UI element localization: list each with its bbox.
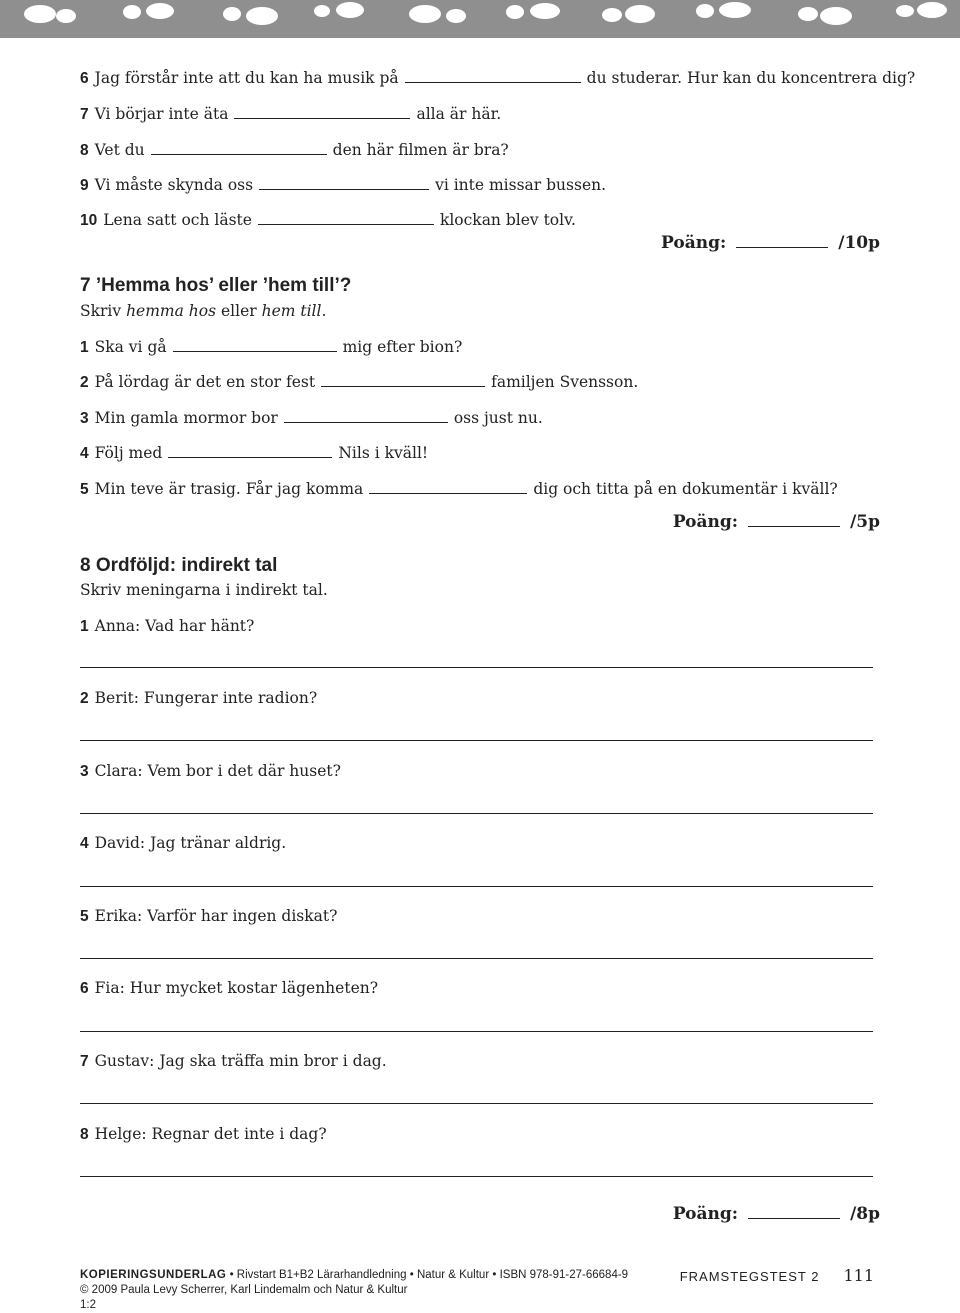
instr-text: eller	[216, 302, 262, 320]
fill-in-blank[interactable]	[258, 210, 434, 225]
item-text-after: alla är här.	[416, 105, 502, 123]
footer-section-name: FRAMSTEGSTEST 2	[679, 1269, 820, 1284]
score-blank[interactable]	[748, 1204, 840, 1219]
fill-in-blank[interactable]	[369, 479, 527, 494]
instr-emphasis: hemma hos	[126, 302, 217, 320]
prev-item-6	[80, 68, 915, 88]
item-text-after: dig och titta på en dokumentär i kväll?	[533, 480, 838, 498]
item-number: 10	[80, 212, 98, 229]
item-text-before: Lena satt och läste	[103, 211, 252, 229]
item-text: Berit: Fungerar inte radion?	[94, 689, 318, 707]
fill-in-blank[interactable]	[284, 408, 448, 423]
item-text: Fia: Hur mycket kostar lägenheten?	[94, 979, 379, 997]
item-number: 6	[80, 70, 89, 87]
score-label: Poäng:	[661, 233, 727, 253]
s7-item-3	[80, 408, 543, 428]
item-text-before: Vi måste skynda oss	[94, 176, 254, 194]
s8-item-2	[80, 689, 317, 708]
fill-in-blank[interactable]	[234, 104, 410, 119]
item-text: David: Jag tränar aldrig.	[94, 834, 287, 852]
item-text-after: Nils i kväll!	[338, 444, 429, 462]
item-text-after: mig efter bion?	[342, 338, 463, 356]
s7-item-4	[80, 443, 428, 463]
score-blank[interactable]	[748, 512, 840, 527]
item-number: 1	[80, 618, 89, 635]
item-text-after: du studerar. Hur kan du koncentrera dig?	[586, 69, 916, 87]
fill-in-blank[interactable]	[151, 140, 327, 155]
section-7-instruction	[80, 302, 326, 320]
s7-item-1	[80, 337, 462, 357]
item-number: 2	[80, 374, 89, 391]
item-number: 5	[80, 481, 89, 498]
s8-item-5	[80, 907, 337, 926]
s8-item-4	[80, 834, 286, 853]
item-number: 6	[80, 980, 89, 997]
item-text: Anna: Vad har hänt?	[94, 617, 255, 635]
item-number: 4	[80, 835, 89, 852]
answer-line-6[interactable]	[80, 1031, 873, 1032]
s8-item-8	[80, 1125, 327, 1144]
score-blank[interactable]	[736, 233, 828, 248]
item-number: 5	[80, 908, 89, 925]
answer-line-2[interactable]	[80, 740, 873, 741]
score-label: Poäng:	[672, 1204, 739, 1224]
item-number: 7	[80, 1053, 89, 1070]
s8-item-3	[80, 762, 341, 781]
s7-item-5	[80, 479, 838, 499]
item-text: Clara: Vem bor i det där huset?	[94, 762, 341, 780]
answer-line-1[interactable]	[80, 667, 873, 668]
footprints-pattern	[0, 0, 960, 38]
page-number: 111	[843, 1266, 874, 1285]
instr-emphasis: hem till	[261, 302, 322, 320]
score-line-section-7	[673, 512, 880, 532]
item-text-after: oss just nu.	[453, 409, 543, 427]
fill-in-blank[interactable]	[173, 337, 337, 352]
item-text: Gustav: Jag ska träffa min bror i dag.	[94, 1052, 387, 1070]
score-line-prev	[661, 233, 880, 253]
item-text-after: klockan blev tolv.	[439, 211, 576, 229]
item-number: 3	[80, 410, 89, 427]
s8-item-6	[80, 979, 378, 998]
footer-line-1	[80, 1268, 628, 1283]
prev-item-9	[80, 175, 606, 195]
item-number: 3	[80, 763, 89, 780]
score-line-section-8	[673, 1204, 880, 1224]
item-number: 8	[80, 1126, 89, 1143]
score-label: Poäng:	[672, 512, 739, 532]
answer-line-4[interactable]	[80, 886, 873, 887]
item-number: 4	[80, 445, 89, 462]
fill-in-blank[interactable]	[321, 372, 485, 387]
item-text-before: Vi börjar inte äta	[94, 105, 229, 123]
answer-line-3[interactable]	[80, 813, 873, 814]
item-text-before: Min gamla mormor bor	[94, 409, 278, 427]
item-text: Helge: Regnar det inte i dag?	[94, 1125, 327, 1143]
prev-item-8	[80, 140, 509, 160]
section-8-instruction: Skriv meningarna i indirekt tal.	[80, 581, 328, 599]
item-number: 7	[80, 106, 89, 123]
fill-in-blank[interactable]	[259, 175, 429, 190]
item-number: 8	[80, 142, 89, 159]
section-7-title: 7 ’Hemma hos’ eller ’hem till’?	[80, 275, 352, 296]
footer-copyright: © 2009 Paula Levy Scherrer, Karl Lindemalm och Natur & Kultur	[80, 1284, 408, 1296]
fill-in-blank[interactable]	[405, 68, 581, 83]
score-max: /8p	[850, 1204, 880, 1224]
item-number: 2	[80, 690, 89, 707]
score-max: /10p	[838, 233, 880, 253]
footer-label: KOPIERINGSUNDERLAG	[80, 1269, 227, 1281]
footer-right	[680, 1266, 874, 1285]
item-number: 9	[80, 177, 89, 194]
answer-line-8[interactable]	[80, 1176, 873, 1177]
section-8-title: 8 Ordföljd: indirekt tal	[80, 555, 278, 576]
prev-item-10	[80, 210, 576, 230]
footer	[80, 1268, 628, 1313]
item-text-after: vi inte missar bussen.	[435, 176, 607, 194]
item-text-before: Vet du	[94, 141, 145, 159]
s7-item-2	[80, 372, 638, 392]
item-text-before: Jag förstår inte att du kan ha musik på	[94, 69, 399, 87]
item-text-after: den här filmen är bra?	[332, 141, 509, 159]
item-text-before: Följ med	[94, 444, 163, 462]
answer-line-5[interactable]	[80, 958, 873, 959]
item-text-after: familjen Svensson.	[491, 373, 639, 391]
footer-publication: • Rivstart B1+B2 Lärarhandledning • Natur & Kultur • ISBN 978-91-27-66684-9	[226, 1269, 629, 1281]
item-number: 1	[80, 339, 89, 356]
s8-item-1	[80, 617, 254, 636]
prev-item-7	[80, 104, 501, 124]
score-max: /5p	[850, 512, 880, 532]
item-text-before: På lördag är det en stor fest	[94, 373, 316, 391]
item-text: Erika: Varför har ingen diskat?	[94, 907, 338, 925]
fill-in-blank[interactable]	[168, 443, 332, 458]
item-text-before: Min teve är trasig. Får jag komma	[94, 480, 364, 498]
item-text-before: Ska vi gå	[94, 338, 167, 356]
top-decorative-bar	[0, 0, 960, 38]
answer-line-7[interactable]	[80, 1103, 873, 1104]
instr-text: .	[321, 302, 327, 320]
instr-text: Skriv	[80, 302, 127, 320]
s8-item-7	[80, 1052, 387, 1071]
footer-code: 1:2	[80, 1299, 96, 1311]
